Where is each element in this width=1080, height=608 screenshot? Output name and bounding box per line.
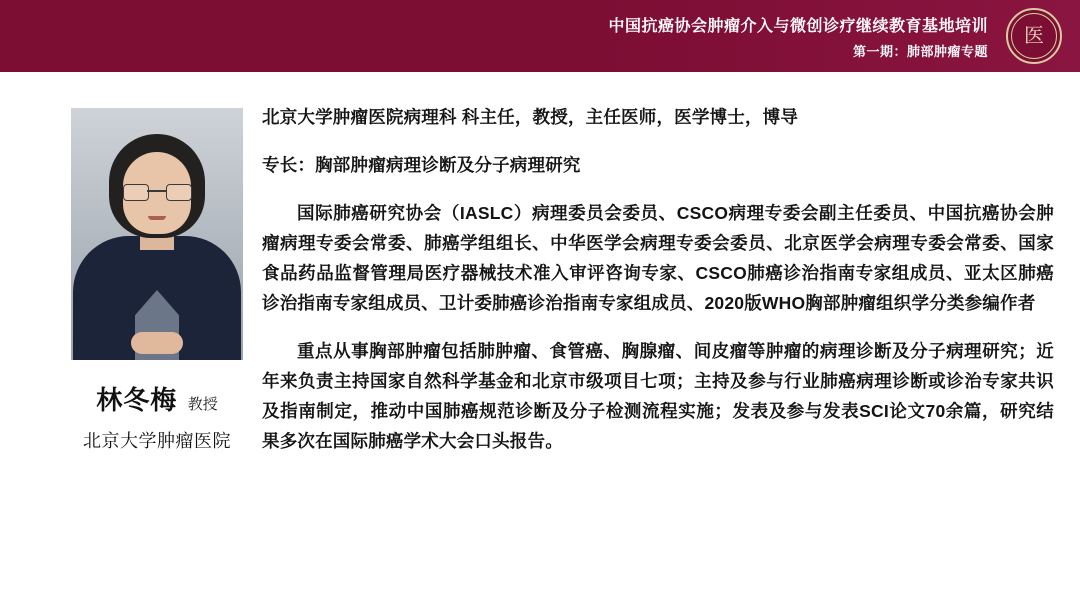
header-subtitle: 第一期：肺部肿瘤专题 — [852, 44, 988, 59]
portrait-hands — [131, 332, 183, 354]
speaker-block — [62, 108, 252, 453]
association-emblem-icon — [1006, 8, 1062, 64]
speaker-organization: 北京大学肿瘤医院 — [83, 431, 231, 451]
header-bar — [0, 0, 1080, 72]
portrait-glasses-bridge — [147, 190, 166, 192]
biography-block — [262, 102, 1054, 464]
bio-specialty-line: 专长：胸部肿瘤病理诊断及分子病理研究 — [262, 155, 581, 175]
speaker-portrait — [71, 108, 243, 360]
bio-appointments: 国际肺癌研究协会（IASLC）病理委员会委员、CSCO病理专委会副主任委员、中国抗癌协会肿瘤病理专委会常委、肺癌学组组长、中华医学会病理专委会委员、北京医学会病理专委会常委、国家食品药品监督管理局医疗器械技术准入审评咨询专家、CSCO肺癌诊治指南专家组成员、亚太区肺癌诊治指南专家组成员、卫计委肺癌诊治指南专家组成员、2020版WHO胸部肿瘤组织学分类参编作者 — [262, 203, 1054, 313]
speaker-title: 教授 — [187, 396, 218, 413]
bio-position-line: 北京大学肿瘤医院病理科 科主任，教授，主任医师，医学博士，博导 — [262, 107, 799, 127]
portrait-mouth — [148, 216, 166, 220]
speaker-name-row — [62, 380, 252, 417]
emblem-inner-ring — [1011, 13, 1057, 59]
bio-research: 重点从事胸部肿瘤包括肺肿瘤、食管癌、胸腺瘤、间皮瘤等肿瘤的病理诊断及分子病理研究；近年来负责主持国家自然科学基金和北京市级项目七项；主持及参与行业肺癌病理诊断或诊治专家共识及指南制定，推动中国肺癌规范诊断及分子检测流程实施；发表及参与发表SCI论文70余篇，研究结果多次在国际肺癌学术大会口头报告。 — [262, 341, 1054, 451]
header-title: 中国抗癌协会肿瘤介入与微创诊疗继续教育基地培训 — [608, 18, 988, 35]
portrait-glasses-left — [123, 184, 149, 201]
speaker-name: 林冬梅 — [96, 385, 178, 415]
emblem-glyph: 医 — [1024, 25, 1044, 47]
portrait-glasses-right — [166, 184, 192, 201]
header-title-group — [608, 16, 988, 62]
slide-body — [0, 72, 1080, 608]
